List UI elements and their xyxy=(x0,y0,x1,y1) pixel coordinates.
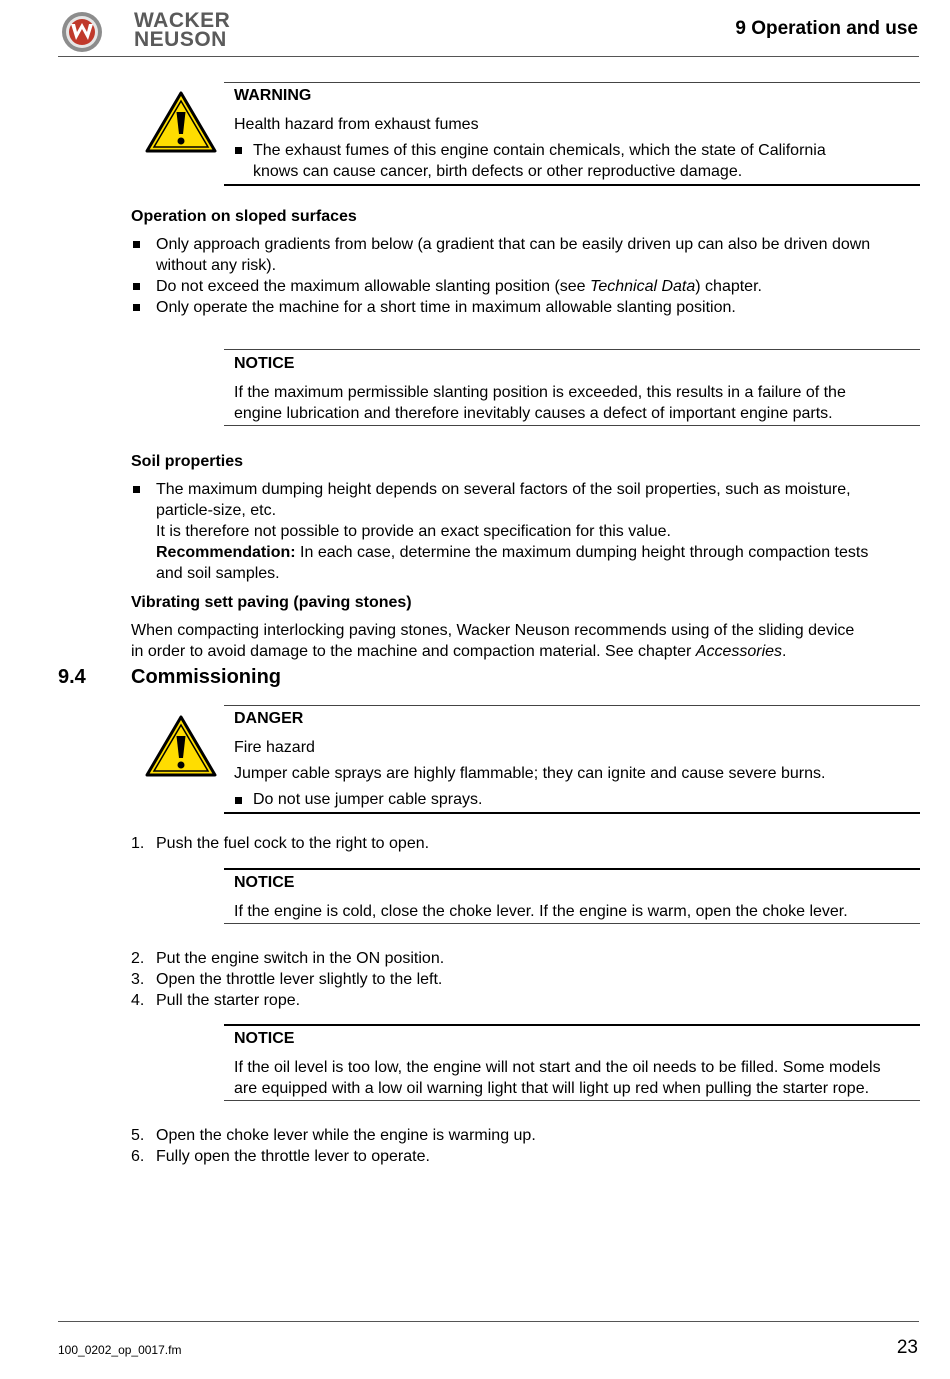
technical-data-reference: Technical Data xyxy=(590,278,696,295)
sloped-item2-pre: Do not exceed the maximum allowable slanting position (see xyxy=(156,278,591,295)
notice2-top-rule xyxy=(224,868,920,870)
vibrating-line1: When compacting interlocking paving stones, Wacker Neuson recommends using of the sliding device xyxy=(131,622,855,639)
sloped-item2-post: ) chapter. xyxy=(695,278,762,295)
step-text: Push the fuel cock to the right to open. xyxy=(156,835,430,852)
bullet-marker xyxy=(133,283,140,290)
danger-triangle-icon xyxy=(145,714,217,778)
sloped-item2 xyxy=(156,276,762,297)
sloped-item1-line1: Only approach gradients from below (a gradient that can be easily driven up can also be driven down xyxy=(156,236,871,253)
notice3-line2: are equipped with a low oil warning light that will light up red when pulling the starter rope. xyxy=(234,1080,870,1097)
notice3-line1: If the oil level is too low, the engine will not start and the oil needs to be filled. Some models xyxy=(234,1059,881,1076)
step-number: 3. xyxy=(131,971,145,988)
notice1-line1: If the maximum permissible slanting position is exceeded, this results in a failure of the xyxy=(234,384,846,401)
notice3-label: NOTICE xyxy=(234,1030,295,1047)
step-text: Open the choke lever while the engine is warming up. xyxy=(156,1127,536,1144)
notice1-label: NOTICE xyxy=(234,355,295,372)
notice1-top-rule xyxy=(224,349,920,350)
brand-line2: NEUSON xyxy=(134,28,227,51)
danger-top-rule xyxy=(224,705,920,706)
notice1-line2: engine lubrication and therefore inevitably causes a defect of important engine parts. xyxy=(234,405,833,422)
sloped-item3: Only operate the machine for a short time in maximum allowable slanting position. xyxy=(156,299,736,316)
vibrating-line2 xyxy=(131,641,786,662)
step-text: Fully open the throttle lever to operate. xyxy=(156,1148,430,1165)
bullet-marker xyxy=(133,304,140,311)
step-number: 1. xyxy=(131,835,145,852)
step-text: Put the engine switch in the ON position. xyxy=(156,950,445,967)
accessories-reference: Accessories xyxy=(695,643,783,660)
soil-line2: particle-size, etc. xyxy=(156,502,277,519)
brand-logo xyxy=(60,10,250,54)
warning-triangle-icon xyxy=(145,90,217,154)
wacker-neuson-logo-icon xyxy=(60,10,104,54)
notice2-line1: If the engine is cold, close the choke lever. If the engine is warm, open the choke lever. xyxy=(234,903,848,920)
bullet-marker xyxy=(133,486,140,493)
warning-bullet-line1: The exhaust fumes of this engine contain chemicals, which the state of California xyxy=(253,142,826,159)
step-text: Open the throttle lever slightly to the left. xyxy=(156,971,443,988)
soil-line1: The maximum dumping height depends on several factors of the soil properties, such as moisture, xyxy=(156,481,851,498)
footer-rule xyxy=(58,1321,919,1322)
bullet-marker xyxy=(133,241,140,248)
soil-line5: and soil samples. xyxy=(156,565,280,582)
sloped-heading: Operation on sloped surfaces xyxy=(131,208,357,225)
page-number: 23 xyxy=(896,1337,918,1358)
notice3-top-rule xyxy=(224,1024,920,1026)
warning-label: WARNING xyxy=(234,87,312,104)
footer-filename: 100_0202_op_0017.fm xyxy=(58,1343,182,1357)
danger-label: DANGER xyxy=(234,710,304,727)
warning-bottom-rule xyxy=(224,184,920,186)
soil-heading: Soil properties xyxy=(131,453,244,470)
vibrating-line2-post: . xyxy=(782,643,787,660)
soil-line3: It is therefore not possible to provide an exact specification for this value. xyxy=(156,523,671,540)
sloped-item1-line2: without any risk). xyxy=(156,257,277,274)
step-number: 4. xyxy=(131,992,145,1009)
warning-title: Health hazard from exhaust fumes xyxy=(234,116,479,133)
danger-title: Fire hazard xyxy=(234,739,315,756)
warning-bullet-line2: knows can cause cancer, birth defects or other reproductive damage. xyxy=(253,163,743,180)
vibrating-heading: Vibrating sett paving (paving stones) xyxy=(131,594,412,611)
recommendation-text: In each case, determine the maximum dumping height through compaction tests xyxy=(295,544,869,561)
step-text: Pull the starter rope. xyxy=(156,992,301,1009)
header-rule xyxy=(58,56,919,57)
step-number: 2. xyxy=(131,950,145,967)
step-number: 6. xyxy=(131,1148,145,1165)
danger-bullet: Do not use jumper cable sprays. xyxy=(253,791,483,808)
danger-text: Jumper cable sprays are highly flammable; they can ignite and cause severe burns. xyxy=(234,765,826,782)
notice1-bottom-rule xyxy=(224,425,920,426)
bullet-marker xyxy=(235,797,242,804)
danger-bottom-rule xyxy=(224,812,920,814)
notice2-label: NOTICE xyxy=(234,874,295,891)
notice2-bottom-rule xyxy=(224,923,920,924)
brand-line1: WACKER xyxy=(134,9,231,32)
section-number: 9.4 xyxy=(58,666,86,688)
warning-top-rule xyxy=(224,82,920,83)
step-number: 5. xyxy=(131,1127,145,1144)
recommendation-label: Recommendation: xyxy=(156,544,296,561)
section-title: Commissioning xyxy=(131,666,282,688)
bullet-marker xyxy=(235,147,242,154)
chapter-title: 9 Operation and use xyxy=(735,18,918,39)
soil-recommendation xyxy=(156,542,868,563)
notice3-bottom-rule xyxy=(224,1100,920,1101)
vibrating-line2-pre: in order to avoid damage to the machine and compaction material. See chapter xyxy=(131,643,696,660)
